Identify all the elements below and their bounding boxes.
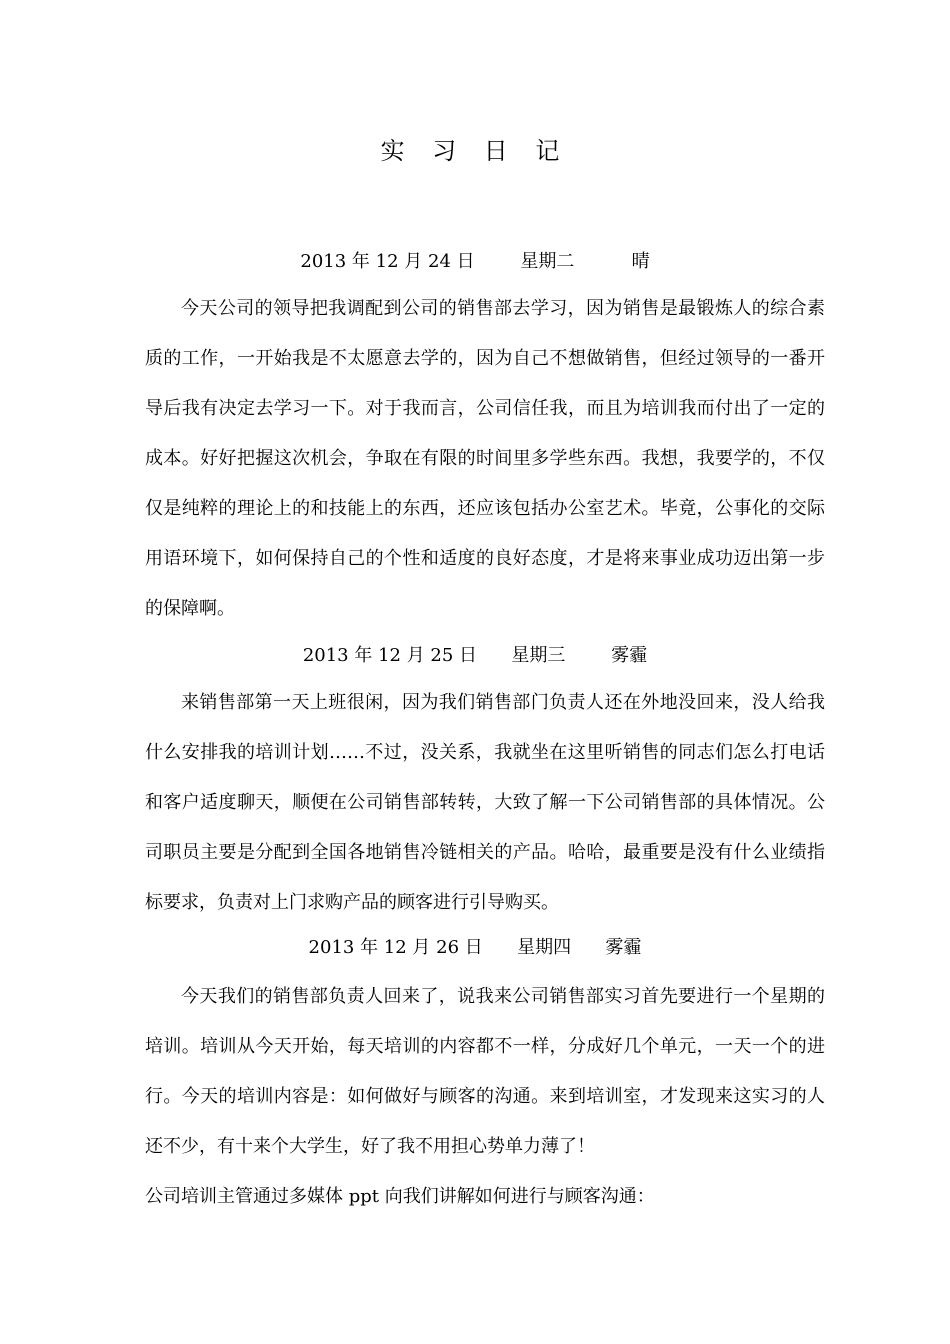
entry-date-line: 2013 年 12 月 24 日 星期二 晴 [300,251,650,272]
document-title: 实 习 日 记 [380,137,570,165]
entry-body: 今天我们的销售部负责人回来了，说我来公司销售部实习首先要进行一个星期的培训。培训从今天开始，每天培训的内容都不一样，分成好几个单元，一天一个的进行。今天的培训内容是：如何做好与顾客的沟通。来到培训室，才发现来这实习的人还不少，有十来个大学生，好了我不用担心势单力薄了！ [145,986,825,1157]
entry-body: 今天公司的领导把我调配到公司的销售部去学习，因为销售是最锻炼人的综合素质的工作，一开始我是不太愿意去学的，因为自己不想做销售，但经过领导的一番开导后我有决定去学习一下。对于我而言，公司信任我，而且为培训我而付出了一定的成本。好好把握这次机会，争取在有限的时间里多学些东西。我想，我要学的，不仅仅是纯粹的理论上的和技能上的东西，还应该包括办公室艺术。毕竟，公事化的交际用语环境下，如何保持自己的个性和适度的良好态度，才是将来事业成功迈出第一步的保障啊。 [145,298,825,619]
entry-date-line: 2013 年 12 月 25 日 星期三 雾霾 [302,645,648,666]
entry-body: 来销售部第一天上班很闲，因为我们销售部门负责人还在外地没回来，没人给我什么安排我的培训计划……不过，没关系，我就坐在这里听销售的同志们怎么打电话和客户适度聊天，顺便在公司销售部转转，大致了解一下公司销售部的具体情况。公司职员主要是分配到全国各地销售冷链相关的产品。哈哈，最重要是没有什么业绩指标要求，负责对上门求购产品的顾客进行引导购买。 [145,692,825,913]
entry-body-continuation: 公司培训主管通过多媒体 ppt 向我们讲解如何进行与顾客沟通： [145,1186,655,1207]
entry-date-line: 2013 年 12 月 26 日 星期四 雾霾 [308,937,642,958]
